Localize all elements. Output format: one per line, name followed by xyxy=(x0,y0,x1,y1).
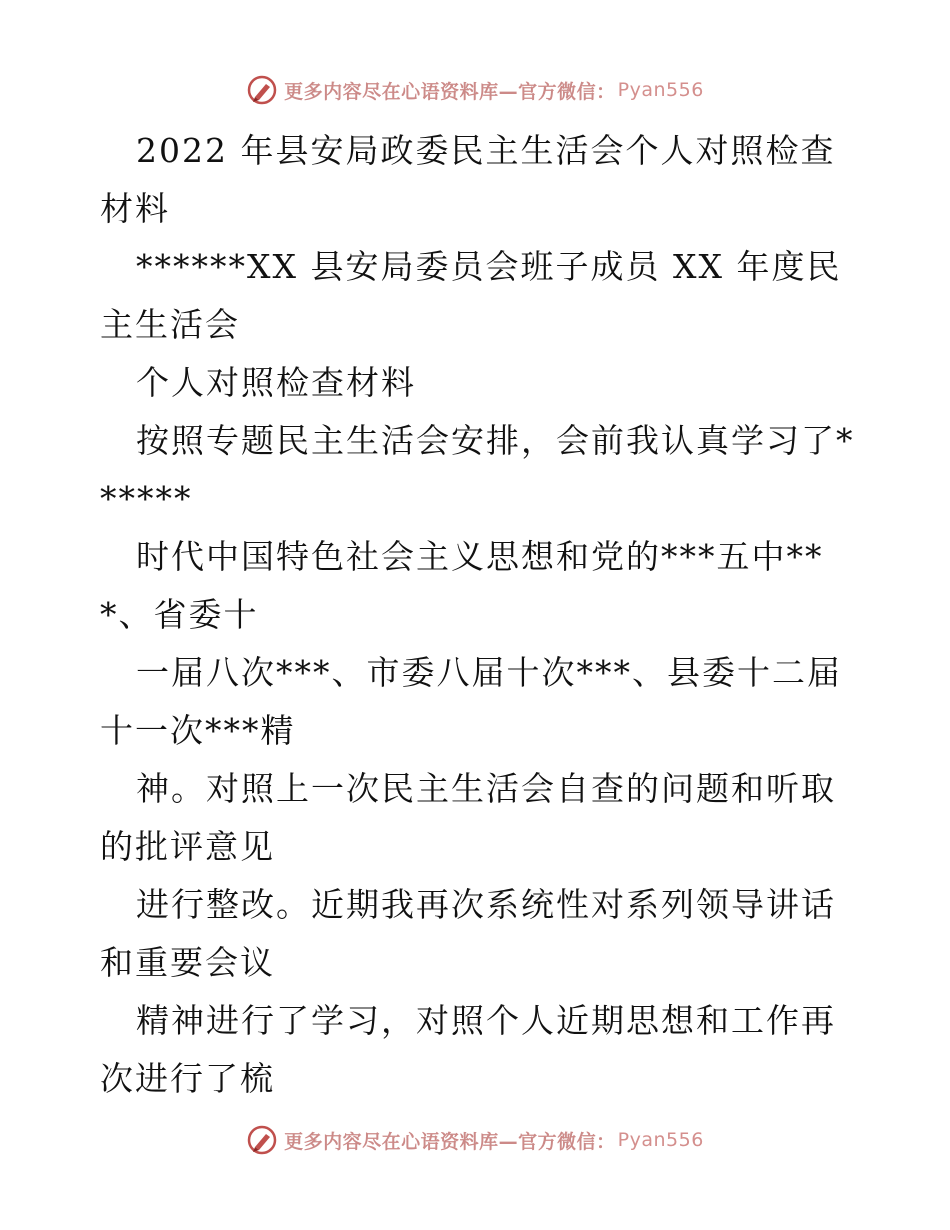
document-body xyxy=(100,122,860,1108)
watermark-text: 更多内容尽在心语资料库—官方微信： xyxy=(284,80,616,103)
document-subtitle-line2: 个人对照检查材料 xyxy=(136,363,416,402)
document-title: 2022 年县安局政委民主生活会个人对照检查材料 xyxy=(100,131,836,228)
watermark-text: 更多内容尽在心语资料库—官方微信： xyxy=(284,1130,616,1153)
body-paragraph: 一届八次***、市委八届十次***、县委十二届十一次***精 xyxy=(100,653,842,750)
body-paragraph: 精神进行了学习，对照个人近期思想和工作再次进行了梳 xyxy=(100,1001,836,1098)
header-watermark xyxy=(0,70,950,110)
body-paragraph: 神。对照上一次民主生活会自查的问题和听取的批评意见 xyxy=(100,769,836,866)
body-paragraph: 时代中国特色社会主义思想和党的***五中***、省委十 xyxy=(100,537,824,634)
body-paragraph: 按照专题民主生活会安排，会前我认真学习了****** xyxy=(100,421,855,518)
footer-watermark xyxy=(0,1120,950,1160)
pen-logo-icon xyxy=(246,74,278,106)
watermark-account: Pyan556 xyxy=(617,79,704,101)
body-paragraph: 进行整改。近期我再次系统性对系列领导讲话和重要会议 xyxy=(100,885,836,982)
pen-logo-icon xyxy=(246,1124,278,1156)
document-subtitle: ******XX 县安局委员会班子成员 XX 年度民主生活会 xyxy=(100,247,842,344)
watermark-account: Pyan556 xyxy=(617,1129,704,1151)
